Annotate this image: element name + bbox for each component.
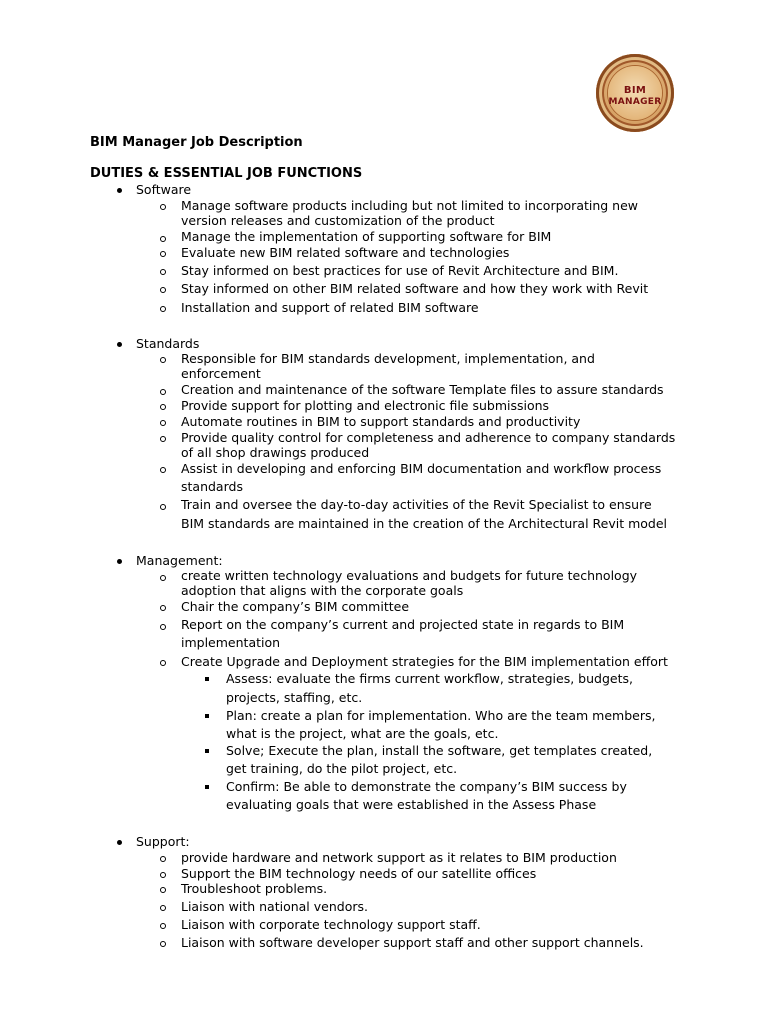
square-bullet bbox=[205, 749, 209, 753]
sub-list-item: projects, staffing, etc. bbox=[226, 690, 363, 705]
circle-bullet bbox=[160, 872, 166, 878]
section-heading-standards: Standards bbox=[136, 336, 200, 351]
list-item: create written technology evaluations and budgets for future technology bbox=[181, 568, 638, 583]
logo-line1: BIM bbox=[623, 85, 647, 96]
list-item: enforcement bbox=[181, 366, 261, 381]
circle-bullet bbox=[160, 306, 166, 312]
circle-bullet bbox=[160, 436, 166, 442]
circle-bullet bbox=[160, 941, 166, 947]
circle-bullet bbox=[160, 236, 166, 242]
logo-inner-circle bbox=[608, 66, 662, 120]
circle-bullet bbox=[160, 660, 166, 666]
logo-line2: MANAGER bbox=[608, 97, 662, 107]
list-item: standards bbox=[181, 479, 243, 494]
list-item: Liaison with software developer support staff and other support channels. bbox=[181, 935, 644, 950]
sub-list-item: evaluating goals that were established in the Assess Phase bbox=[226, 797, 597, 812]
list-item: Troubleshoot problems. bbox=[181, 881, 328, 896]
section-heading-software: Software bbox=[136, 182, 192, 197]
circle-bullet bbox=[160, 624, 166, 630]
circle-bullet bbox=[160, 504, 166, 510]
circle-bullet bbox=[160, 887, 166, 893]
sub-list-item: Confirm: Be able to demonstrate the company’s BIM success by bbox=[226, 779, 627, 794]
list-item: of all shop drawings produced bbox=[181, 445, 370, 460]
list-item: implementation bbox=[181, 635, 281, 650]
bullet-dot bbox=[117, 188, 122, 193]
circle-bullet bbox=[160, 905, 166, 911]
document-title: BIM Manager Job Description bbox=[90, 135, 303, 150]
list-item: BIM standards are maintained in the creation of the Architectural Revit model bbox=[181, 516, 667, 531]
section-heading-support: Support: bbox=[136, 834, 190, 849]
list-item: Evaluate new BIM related software and technologies bbox=[181, 245, 510, 260]
list-item: Chair the company’s BIM committee bbox=[181, 599, 410, 614]
circle-bullet bbox=[160, 467, 166, 473]
list-item: Creation and maintenance of the software Template files to assure standards bbox=[181, 382, 664, 397]
circle-bullet bbox=[160, 404, 166, 410]
list-item: version releases and customization of the product bbox=[181, 213, 495, 228]
list-item: Assist in developing and enforcing BIM documentation and workflow process bbox=[181, 461, 662, 476]
circle-bullet bbox=[160, 856, 166, 862]
sub-list-item: get training, do the pilot project, etc. bbox=[226, 761, 458, 776]
bim-manager-logo bbox=[596, 54, 674, 132]
sub-list-item: Assess: evaluate the firms current workflow, strategies, budgets, bbox=[226, 671, 633, 686]
list-item: Installation and support of related BIM software bbox=[181, 300, 479, 315]
list-item: Manage the implementation of supporting software for BIM bbox=[181, 229, 552, 244]
bullet-dot bbox=[117, 342, 122, 347]
list-item: Support the BIM technology needs of our satellite offices bbox=[181, 866, 537, 881]
circle-bullet bbox=[160, 251, 166, 257]
sub-list-item: what is the project, what are the goals, etc. bbox=[226, 726, 499, 741]
list-item: provide hardware and network support as it relates to BIM production bbox=[181, 850, 617, 865]
sub-list-item: Plan: create a plan for implementation. Who are the team members, bbox=[226, 708, 656, 723]
bullet-dot bbox=[117, 840, 122, 845]
list-item: Train and oversee the day-to-day activities of the Revit Specialist to ensure bbox=[181, 497, 652, 512]
list-item: Stay informed on other BIM related software and how they work with Revit bbox=[181, 281, 649, 296]
list-item: Manage software products including but not limited to incorporating new bbox=[181, 198, 639, 213]
circle-bullet bbox=[160, 389, 166, 395]
list-item: Liaison with national vendors. bbox=[181, 899, 368, 914]
circle-bullet bbox=[160, 575, 166, 581]
list-item: Create Upgrade and Deployment strategies for the BIM implementation effort bbox=[181, 654, 668, 669]
circle-bullet bbox=[160, 605, 166, 611]
circle-bullet bbox=[160, 204, 166, 210]
square-bullet bbox=[205, 714, 209, 718]
circle-bullet bbox=[160, 420, 166, 426]
circle-bullet bbox=[160, 269, 166, 275]
square-bullet bbox=[205, 677, 209, 681]
circle-bullet bbox=[160, 357, 166, 363]
list-item: Report on the company’s current and projected state in regards to BIM bbox=[181, 617, 625, 632]
square-bullet bbox=[205, 785, 209, 789]
sub-list-item: Solve; Execute the plan, install the software, get templates created, bbox=[226, 743, 653, 758]
list-item: Liaison with corporate technology support staff. bbox=[181, 917, 481, 932]
list-item: Stay informed on best practices for use of Revit Architecture and BIM. bbox=[181, 263, 619, 278]
list-item: Provide support for plotting and electronic file submissions bbox=[181, 398, 550, 413]
circle-bullet bbox=[160, 287, 166, 293]
section-heading-management: Management: bbox=[136, 553, 223, 568]
list-item: Automate routines in BIM to support standards and productivity bbox=[181, 414, 581, 429]
list-item: Responsible for BIM standards development, implementation, and bbox=[181, 351, 595, 366]
list-item: adoption that aligns with the corporate goals bbox=[181, 583, 464, 598]
list-item: Provide quality control for completeness and adherence to company standards bbox=[181, 430, 676, 445]
bullet-dot bbox=[117, 559, 122, 564]
circle-bullet bbox=[160, 923, 166, 929]
section-title: DUTIES & ESSENTIAL JOB FUNCTIONS bbox=[90, 166, 363, 181]
